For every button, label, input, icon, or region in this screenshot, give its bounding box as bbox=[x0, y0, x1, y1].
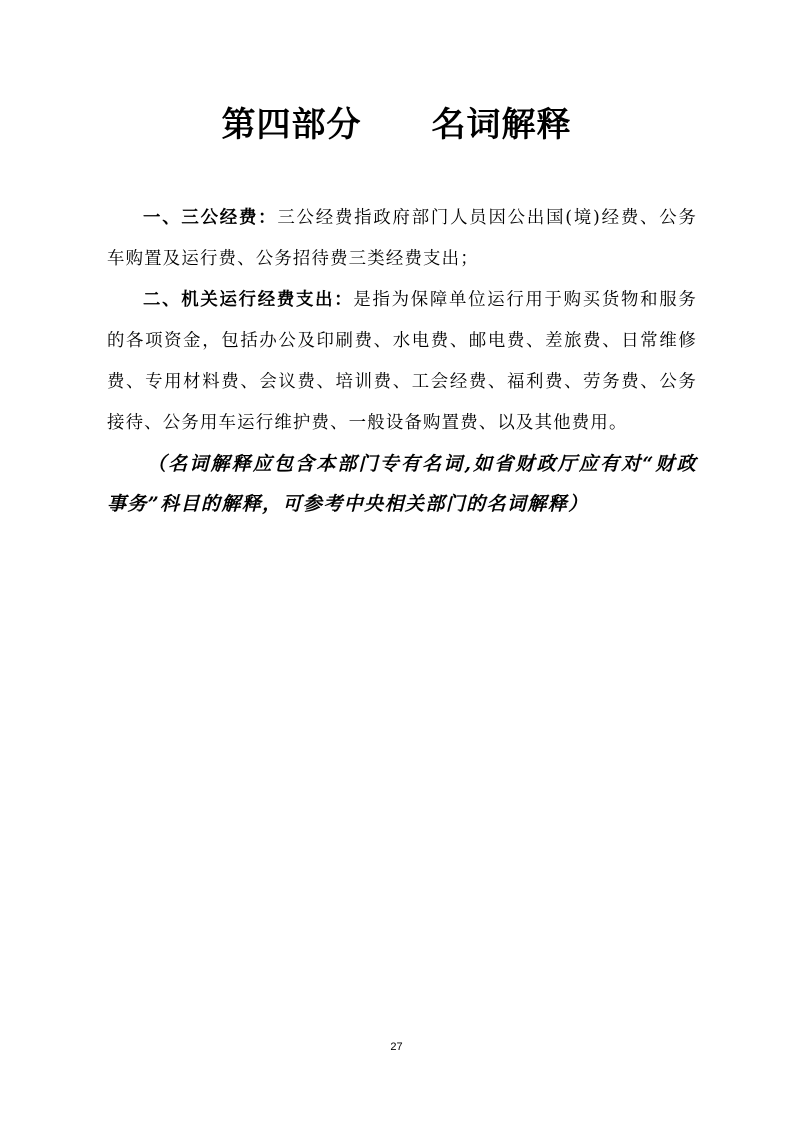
page-title bbox=[0, 100, 793, 150]
definition-jiguan-yunxing-jingfei bbox=[107, 280, 697, 444]
definition-term: 一、三公经费： bbox=[143, 208, 278, 228]
definition-san-gong-jing-fei bbox=[107, 198, 697, 280]
instruction-note: （名词解释应包含本部门专有名词,如省财政厅应有对“财政事务”科目的解释，可参考中央相关部门的名词解释） bbox=[107, 453, 697, 515]
title-name: 名词解释 bbox=[431, 105, 572, 145]
definition-text: 是指为保障单位运行用于购买货物和服务的各项资金，包括办公及印刷费、水电费、邮电费、差旅费、日常维修费、专用材料费、会议费、培训费、工会经费、福利费、劳务费、公务接待、公务用车运行维护费、一般设备购置费、以及其他费用。 bbox=[107, 290, 697, 433]
definition-text: 三公经费指政府部门人员因公出国(境)经费、公务车购置及运行费、公务招待费三类经费支出； bbox=[107, 208, 697, 269]
document-body bbox=[107, 198, 697, 524]
title-part: 第四部分 bbox=[221, 105, 362, 145]
definition-term: 二、机关运行经费支出： bbox=[143, 290, 354, 310]
page-number: 27 bbox=[390, 1041, 403, 1053]
